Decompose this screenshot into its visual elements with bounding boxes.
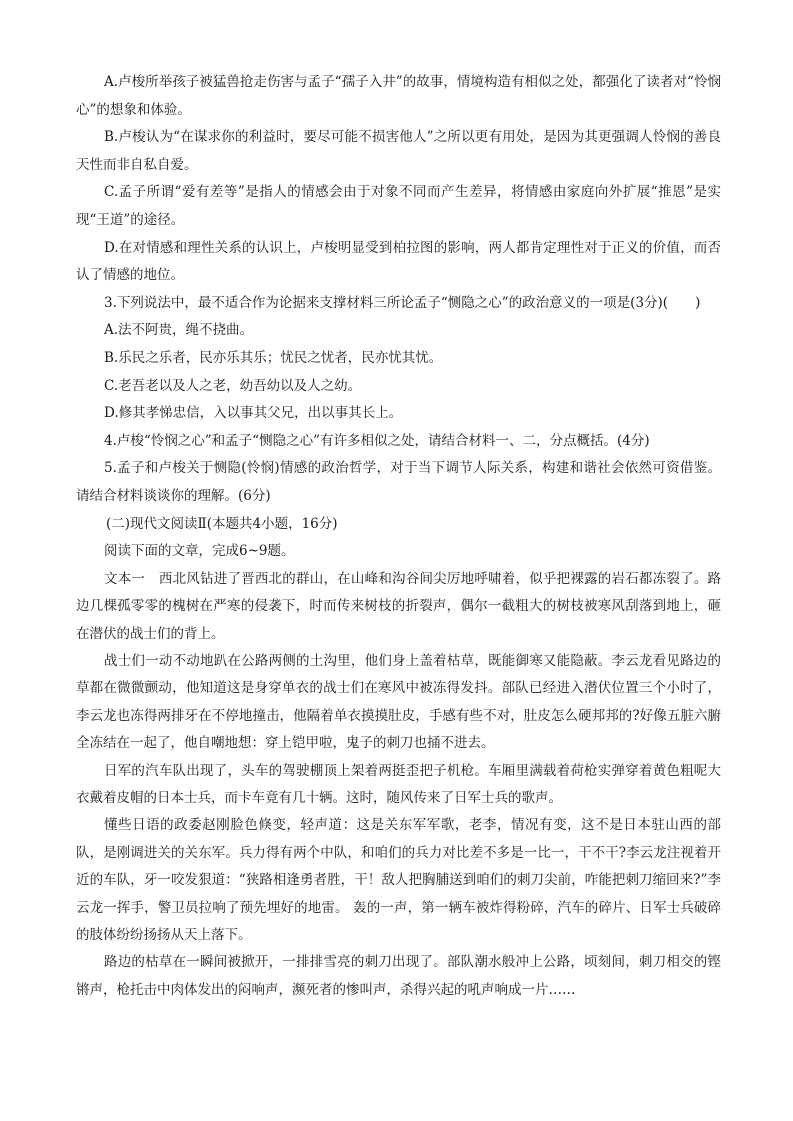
story-paragraph: 懂些日语的政委赵刚脸色倏变，轻声道：这是关东军军歌，老李，情况有变，这不是日本驻山西的部队，是刚调进关的关东军。兵力得有两个中队，和咱们的兵力对比差不多是一比一，干不干?李云龙注视着开近的车队，牙一咬发狠道：“狭路相逢勇者胜，干！敌人把胸脯送到咱们的刺刀尖前，咋能把刺刀缩回来?”李云龙一挥手，警卫员拉响了预先埋好的地雷。 轰的一声，第一辆车被炸得粉碎，汽车的碎片、日军士兵破碎的肢体纷纷扬扬从天上落下。	[76, 817, 721, 943]
q2-option-c: C.孟子所谓“爱有差等”是指人的情感会由于对象不同而产生差异，将情感由家庭向外扩展“推恩”是实现“王道”的途径。	[76, 184, 721, 228]
q2-option-b: B.卢梭认为“在谋求你的利益时，要尽可能不损害他人”之所以更有用处，是因为其更强调人怜悯的善良天性而非自私自爱。	[76, 129, 721, 173]
q3-stem: 3.下列说法中，最不适合作为论据来支撑材料三所论孟子“恻隐之心”的政治意义的一项是(3分)( )	[104, 294, 701, 311]
story-paragraph: 路边的枯草在一瞬间被掀开，一排排雪亮的刺刀出现了。部队潮水般冲上公路，顷刻间，刺刀相交的铿锵声，枪托击中肉体发出的闷响声，濒死者的惨叫声，杀得兴起的吼声响成一片……	[76, 954, 721, 998]
section-title: (二)现代文阅读Ⅱ(本题共4小题，16分)	[106, 515, 338, 532]
story-paragraph: 战士们一动不动地趴在公路两侧的土沟里，他们身上盖着枯草，既能御寒又能隐蔽。李云龙看见路边的草都在微微颤动，他知道这是身穿单衣的战士们在寒风中被冻得发抖。部队已经进入潜伏位置三个小时了，李云龙也冻得两排牙在不停地撞击，他隔着单衣摸摸肚皮，手感有些不对，肚皮怎么硬邦邦的?好像五脏六腑全冻结在一起了，他自嘲地想：穿上铠甲啦，鬼子的刺刀也捅不进去。	[76, 652, 721, 752]
q2-option-a: A.卢梭所举孩子被猛兽抢走伤害与孟子“孺子入井”的故事，情境构造有相似之处，都强化了读者对“怜悯心”的想象和体验。	[76, 74, 721, 118]
q3-option-b: B.乐民之乐者，民亦乐其乐；忧民之忧者，民亦忧其忧。	[104, 349, 443, 366]
story-paragraph: 文本一 西北风钻进了晋西北的群山，在山峰和沟谷间尖厉地呼啸着，似乎把裸露的岩石都冻裂了。路边几棵孤零零的槐树在严寒的侵袭下，时而传来树枝的折裂声，偶尔一截粗大的树枝被寒风刮落到地上，砸在潜伏的战士们的背上。	[76, 570, 721, 642]
q3-option-c: C.老吾老以及人之老，幼吾幼以及人之幼。	[104, 377, 362, 394]
q3-option-d: D.修其孝悌忠信，入以事其父兄，出以事其长上。	[104, 405, 403, 422]
story-paragraph: 日军的汽车队出现了，头车的驾驶棚顶上架着两挺歪把子机枪。车厢里满载着荷枪实弹穿着黄色粗呢大衣戴着皮帽的日本士兵，而卡车竟有几十辆。这时，随风传来了日军士兵的歌声。	[76, 762, 721, 806]
q2-option-d: D.在对情感和理性关系的认识上，卢梭明显受到柏拉图的影响，两人都肯定理性对于正义的价值，而否认了情感的地位。	[76, 239, 721, 284]
q3-option-a: A.法不阿贵，绳不挠曲。	[104, 322, 254, 339]
q5-question: 5.孟子和卢梭关于恻隐(怜悯)情感的政治哲学，对于当下调节人际关系，构建和谐社会依然可资借鉴。请结合材料谈谈你的理解。(6分)	[76, 460, 721, 504]
section-instruction: 阅读下面的文章，完成6~9题。	[104, 543, 295, 560]
q4-question: 4.卢梭“怜悯之心”和孟子“恻隐之心”有许多相似之处，请结合材料一、二，分点概括。(4分)	[104, 432, 650, 449]
